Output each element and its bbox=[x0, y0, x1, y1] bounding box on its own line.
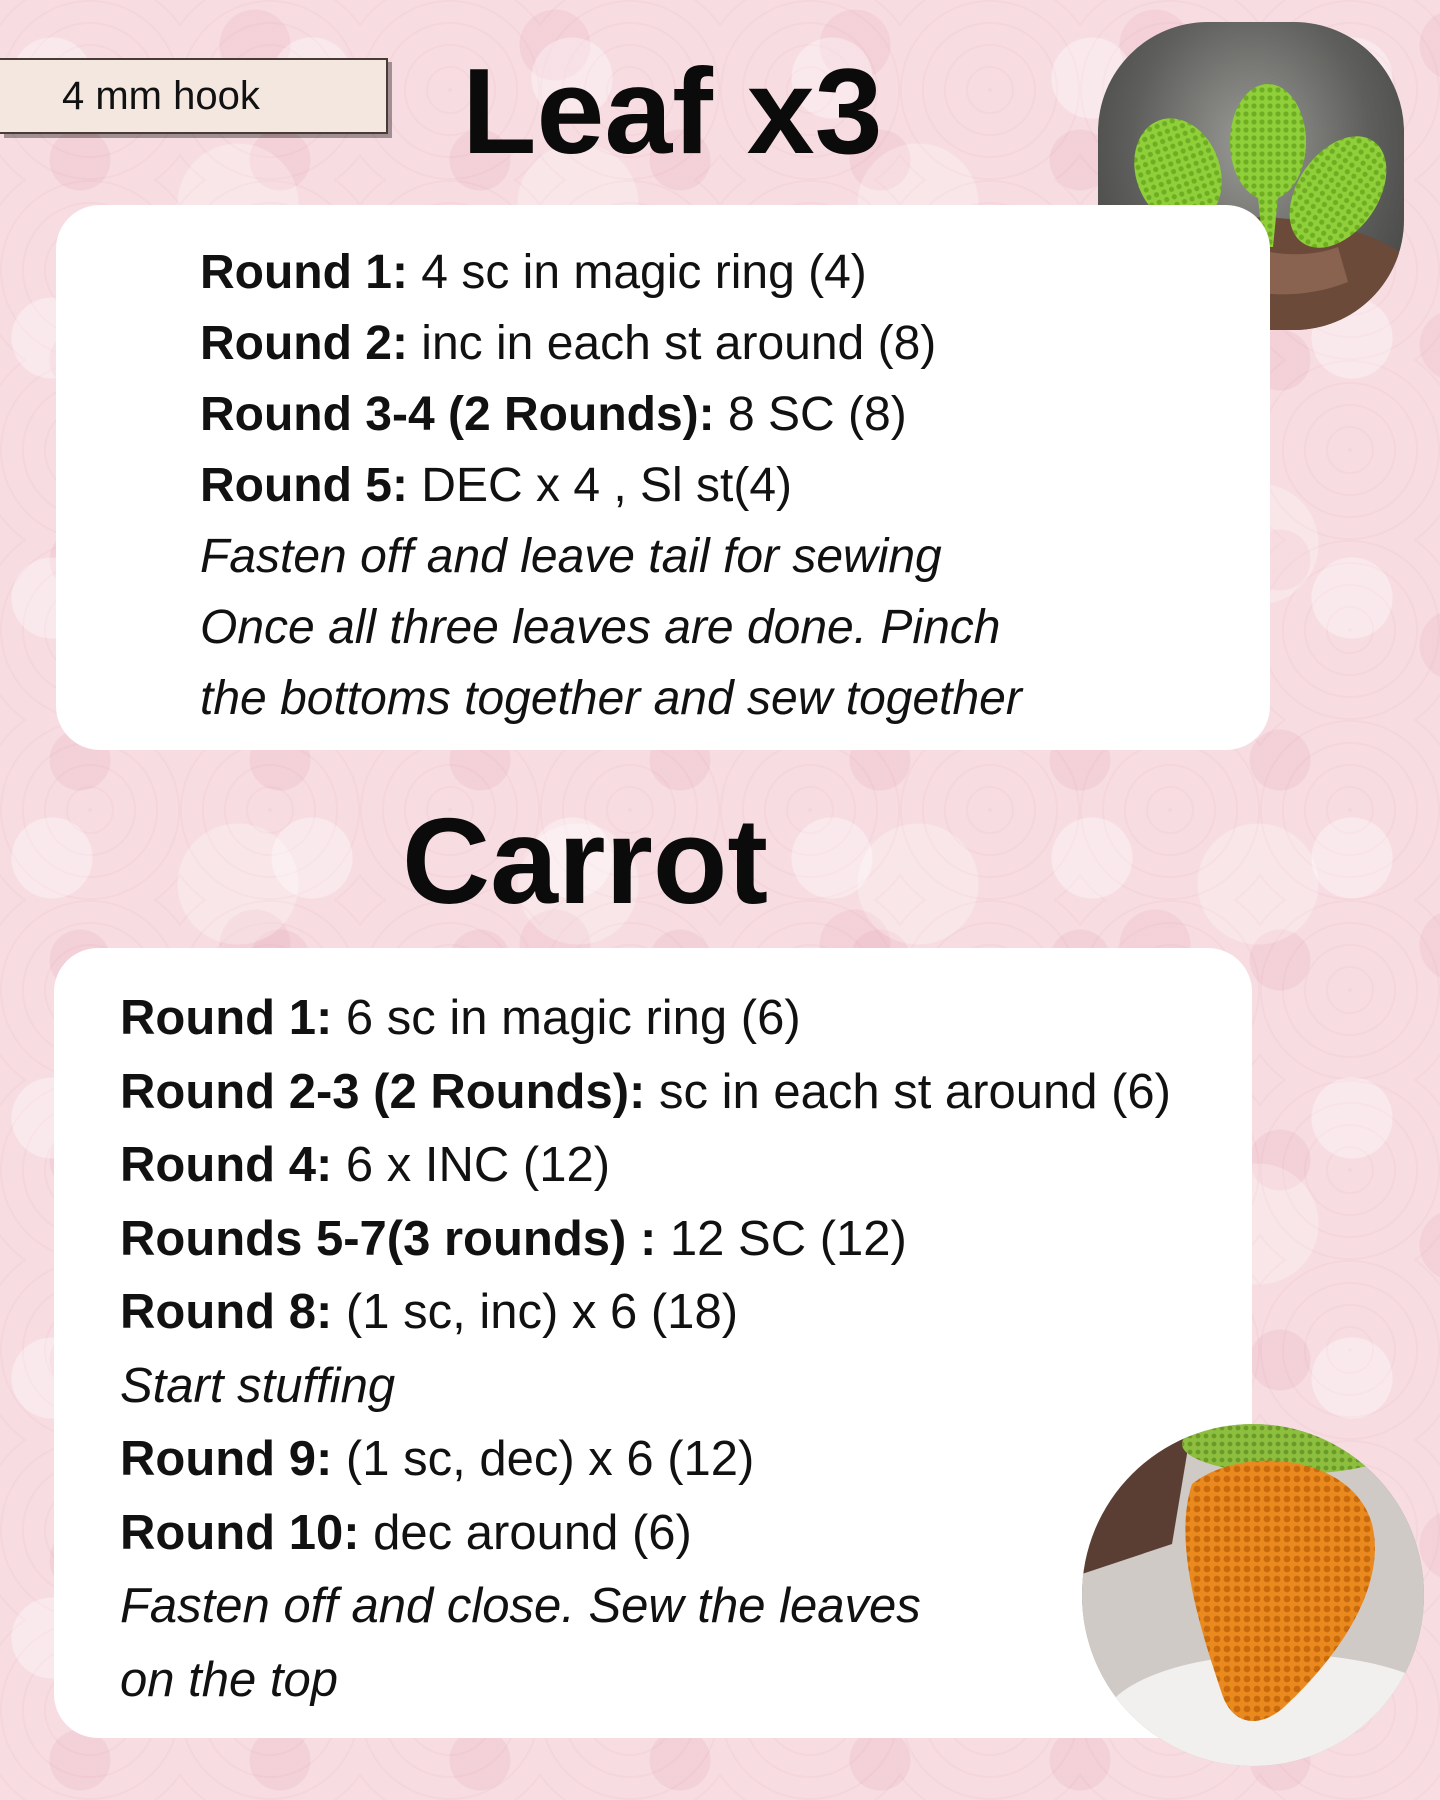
hook-size-text: 4 mm hook bbox=[62, 73, 260, 118]
carrot-note-2: on the top bbox=[120, 1652, 338, 1707]
carrot-photo bbox=[1082, 1424, 1424, 1766]
leaf-instructions-card bbox=[56, 205, 1270, 750]
carrot-round-10: Round 10: dec around (6) bbox=[120, 1505, 692, 1560]
leaf-note-1: Fasten off and leave tail for sewing bbox=[200, 530, 942, 583]
leaf-note-3: the bottoms together and sew together bbox=[200, 672, 1022, 725]
carrot-round-2-3: Round 2-3 (2 Rounds): sc in each st around (6) bbox=[120, 1064, 1171, 1119]
leaf-round-5: Round 5: DEC x 4 , Sl st(4) bbox=[200, 459, 793, 512]
leaf-round-1: Round 1: 4 sc in magic ring (4) bbox=[200, 246, 867, 299]
carrot-round-9: Round 9: (1 sc, dec) x 6 (12) bbox=[120, 1432, 755, 1486]
carrot-note-1: Fasten off and close. Sew the leaves bbox=[120, 1579, 921, 1633]
carrot-title: Carrot bbox=[402, 793, 769, 929]
leaf-note-2: Once all three leaves are done. Pinch bbox=[200, 601, 1001, 654]
crochet-carrot-image bbox=[1082, 1424, 1424, 1766]
carrot-round-4: Round 4: 6 x INC (12) bbox=[120, 1138, 611, 1192]
carrot-round-1: Round 1: 6 sc in magic ring (6) bbox=[120, 991, 801, 1045]
carrot-rounds-5-7: Rounds 5-7(3 rounds) : 12 SC (12) bbox=[120, 1211, 907, 1266]
hook-size-label bbox=[0, 58, 388, 134]
carrot-round-8: Round 8: (1 sc, inc) x 6 (18) bbox=[120, 1285, 739, 1339]
leaf-round-2: Round 2: inc in each st around (8) bbox=[200, 317, 937, 370]
leaf-round-3-4: Round 3-4 (2 Rounds): 8 SC (8) bbox=[200, 388, 907, 441]
carrot-instructions-card bbox=[54, 948, 1252, 1738]
leaf-title: Leaf x3 bbox=[462, 43, 883, 179]
carrot-note-stuffing: Start stuffing bbox=[120, 1358, 396, 1413]
